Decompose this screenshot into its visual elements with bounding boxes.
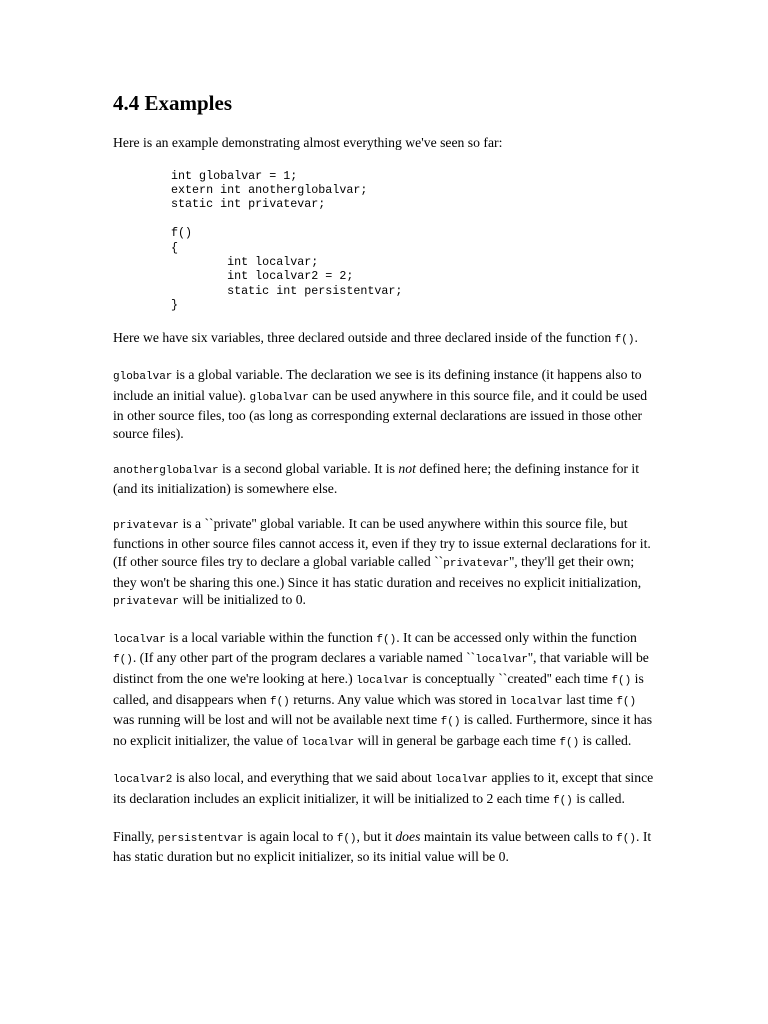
inline-code: f() bbox=[269, 695, 290, 708]
text-run: '', that variable will be distinct from the one we're looking at here.) bbox=[113, 650, 649, 686]
text-run: is a global variable. The declaration we see is its defining instance (it happens also to include an initial value). bbox=[113, 367, 642, 403]
text-run: . It can be accessed only within the function bbox=[396, 629, 637, 645]
text-run: is a second global variable. It is bbox=[218, 460, 399, 476]
text-run: . bbox=[634, 329, 638, 345]
inline-code: f() bbox=[552, 794, 573, 807]
inline-code: f() bbox=[614, 333, 635, 346]
inline-code: f() bbox=[616, 695, 637, 708]
text-run: Finally, bbox=[113, 828, 158, 844]
text-run: Here we have six variables, three declared outside and three declared inside of the function bbox=[113, 329, 615, 345]
paragraph-anotherglobalvar bbox=[113, 460, 658, 498]
text-run: is again local to bbox=[243, 828, 337, 844]
text-run: is called. Furthermore, since it has no explicit initializer, the value of bbox=[113, 712, 653, 748]
inline-code: localvar bbox=[356, 674, 409, 687]
document-page bbox=[113, 88, 658, 866]
text-run: . It has static duration but no explicit initializer, so its initial value will be 0. bbox=[113, 828, 652, 865]
paragraph-privatevar bbox=[113, 515, 658, 612]
inline-code: localvar bbox=[301, 736, 355, 749]
code-line: f() bbox=[171, 226, 193, 241]
paragraph-six-variables bbox=[113, 329, 658, 350]
inline-code: privatevar bbox=[113, 519, 180, 532]
text-run: is also local, and everything that we said about bbox=[172, 770, 436, 786]
emphasis: not bbox=[398, 460, 416, 476]
text-run: can be used anywhere in this source file, and it could be used in other source files, too (as long as corresponding external declarations are issued in those other source files). bbox=[113, 387, 648, 442]
code-line: static int persistentvar; bbox=[171, 283, 403, 298]
text-run: '', they'll get their own; they won't be sharing this one.) Since it has static duration and receives no explicit initialization, bbox=[113, 554, 642, 590]
inline-code: persistentvar bbox=[157, 832, 244, 845]
text-run: maintain its value between calls to bbox=[420, 828, 617, 844]
paragraph-localvar2 bbox=[113, 769, 658, 810]
inline-code: localvar bbox=[113, 633, 166, 646]
code-line: static int privatevar; bbox=[171, 197, 326, 212]
text-run: returns. Any value which was stored in bbox=[289, 691, 510, 707]
code-example bbox=[171, 169, 658, 313]
paragraph-persistentvar bbox=[113, 828, 658, 866]
text-run: will be initialized to 0. bbox=[179, 592, 306, 608]
inline-code: privatevar bbox=[113, 596, 180, 609]
code-line: int globalvar = 1; bbox=[171, 168, 298, 183]
inline-code: f() bbox=[559, 736, 580, 749]
text-run: will in general be garbage each time bbox=[354, 732, 560, 748]
code-line: } bbox=[171, 298, 179, 313]
inline-code: anotherglobalvar bbox=[113, 464, 219, 477]
inline-code: f() bbox=[440, 716, 461, 729]
text-run: applies to it, except that since its declaration includes an explicit initializer, it will be initialized to 2 each time bbox=[113, 770, 654, 806]
inline-code: localvar bbox=[475, 654, 529, 667]
text-run: defined here; the defining instance for it (and its initialization) is somewhere else. bbox=[113, 460, 640, 497]
text-run: was running will be lost and will not be available next time bbox=[113, 712, 441, 728]
code-line: { bbox=[171, 240, 179, 255]
text-run: last time bbox=[562, 691, 617, 707]
inline-code: f() bbox=[611, 674, 632, 687]
inline-code: f() bbox=[616, 832, 636, 845]
inline-code: privatevar bbox=[443, 558, 510, 570]
emphasis: does bbox=[395, 828, 421, 844]
code-line: int localvar; bbox=[171, 255, 319, 270]
text-run: is a ``private'' global variable. It can be used anywhere within this source file, but functions in other source files cannot access it, even if they try to issue external declarations for it. (If other source files try to declare a global variable called `` bbox=[113, 515, 651, 569]
section-heading: 4.4 Examples bbox=[113, 91, 233, 115]
inline-code: f() bbox=[336, 832, 357, 845]
inline-code: localvar bbox=[509, 695, 563, 708]
paragraph-localvar bbox=[113, 629, 658, 753]
inline-code: f() bbox=[113, 654, 133, 667]
intro-paragraph: Here is an example demonstrating almost everything we've seen so far: bbox=[113, 135, 503, 150]
text-run: is called. bbox=[579, 732, 632, 748]
paragraph-globalvar bbox=[113, 366, 658, 442]
text-run: is called, and disappears when bbox=[113, 670, 644, 707]
text-run: , but it bbox=[356, 828, 396, 844]
inline-code: f() bbox=[376, 633, 397, 646]
text-run: . (If any other part of the program declares a variable named `` bbox=[132, 650, 476, 666]
code-line: int localvar2 = 2; bbox=[171, 269, 354, 284]
text-run: is called. bbox=[572, 790, 625, 806]
text-run: is a local variable within the function bbox=[165, 629, 377, 645]
inline-code: localvar bbox=[435, 774, 488, 787]
code-line: extern int anotherglobalvar; bbox=[171, 183, 368, 197]
inline-code: globalvar bbox=[113, 371, 173, 384]
text-run: is conceptually ``created'' each time bbox=[408, 670, 612, 686]
inline-code: localvar2 bbox=[113, 774, 173, 787]
inline-code: globalvar bbox=[249, 391, 309, 404]
